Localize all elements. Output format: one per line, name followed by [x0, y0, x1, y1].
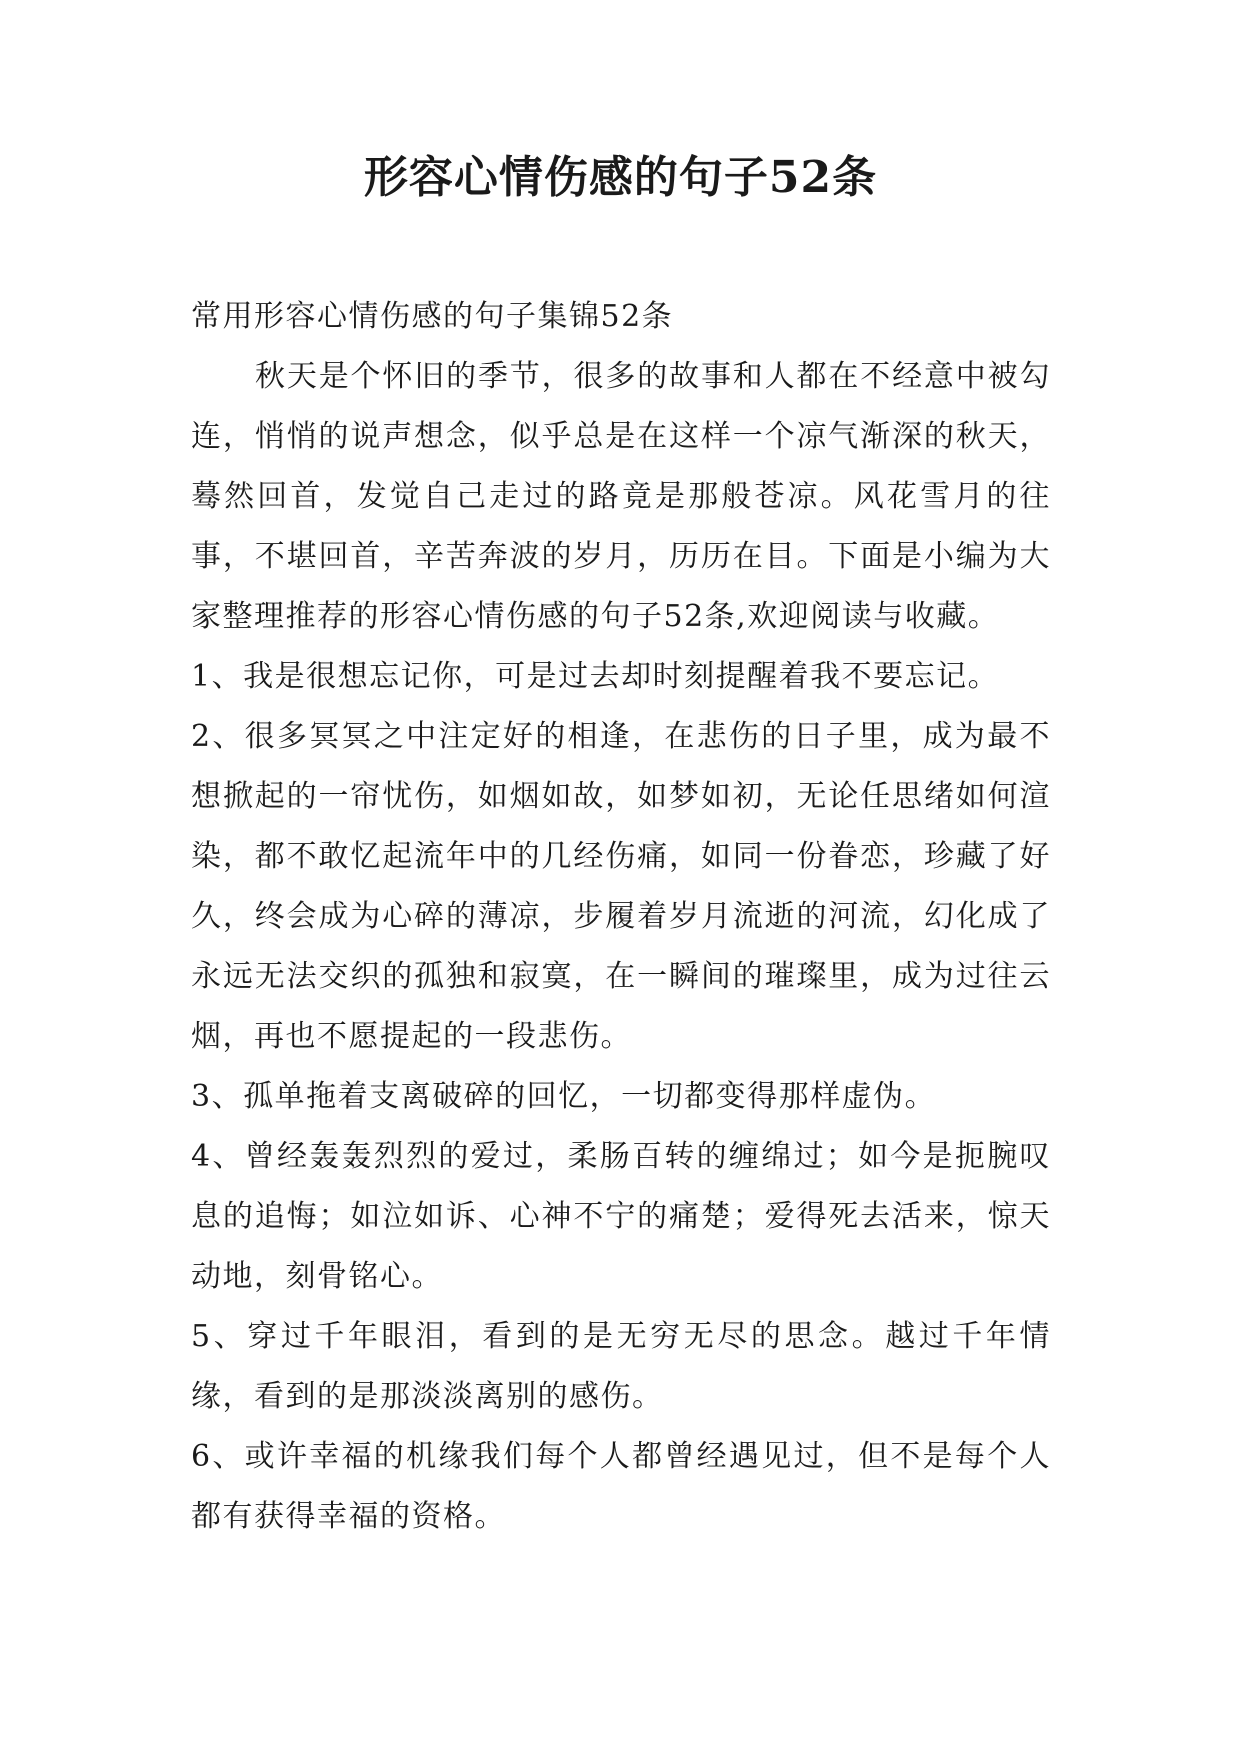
document-body: [191, 287, 1051, 1547]
document-title: 形容心情伤感的句子52条: [363, 152, 878, 203]
sentence-item-1: 1、我是很想忘记你，可是过去却时刻提醒着我不要忘记。: [191, 659, 1000, 694]
sentence-item-3: 3、孤单拖着支离破碎的回忆，一切都变得那样虚伪。: [191, 1079, 937, 1114]
sentence-item-6: 6、或许幸福的机缘我们每个人都曾经遇见过，但不是每个人都有获得幸福的资格。: [191, 1439, 1051, 1534]
sentence-item-4: 4、曾经轰轰烈烈的爱过，柔肠百转的缠绵过；如今是扼腕叹息的追悔；如泣如诉、心神不宁的痛楚；爱得死去活来，惊天动地，刻骨铭心。: [191, 1139, 1051, 1294]
subtitle-paragraph: 常用形容心情伤感的句子集锦52条: [191, 299, 674, 334]
sentence-item-5: 5、穿过千年眼泪，看到的是无穷无尽的思念。越过千年情缘，看到的是那淡淡离别的感伤。: [191, 1319, 1051, 1414]
sentence-item-2: 2、很多冥冥之中注定好的相逢，在悲伤的日子里，成为最不想掀起的一帘忧伤，如烟如故，如梦如初，无论任思绪如何渲染，都不敢忆起流年中的几经伤痛，如同一份眷恋，珍藏了好久，终会成为心碎的薄凉，步履着岁月流逝的河流，幻化成了永远无法交织的孤独和寂寞，在一瞬间的璀璨里，成为过往云烟，再也不愿提起的一段悲伤。: [191, 719, 1051, 1054]
intro-paragraph: 秋天是个怀旧的季节，很多的故事和人都在不经意中被勾连，悄悄的说声想念，似乎总是在这样一个凉气渐深的秋天，蓦然回首，发觉自己走过的路竟是那般苍凉。风花雪月的往事，不堪回首，辛苦奔波的岁月，历历在目。下面是小编为大家整理推荐的形容心情伤感的句子52条,欢迎阅读与收藏。: [191, 359, 1051, 634]
